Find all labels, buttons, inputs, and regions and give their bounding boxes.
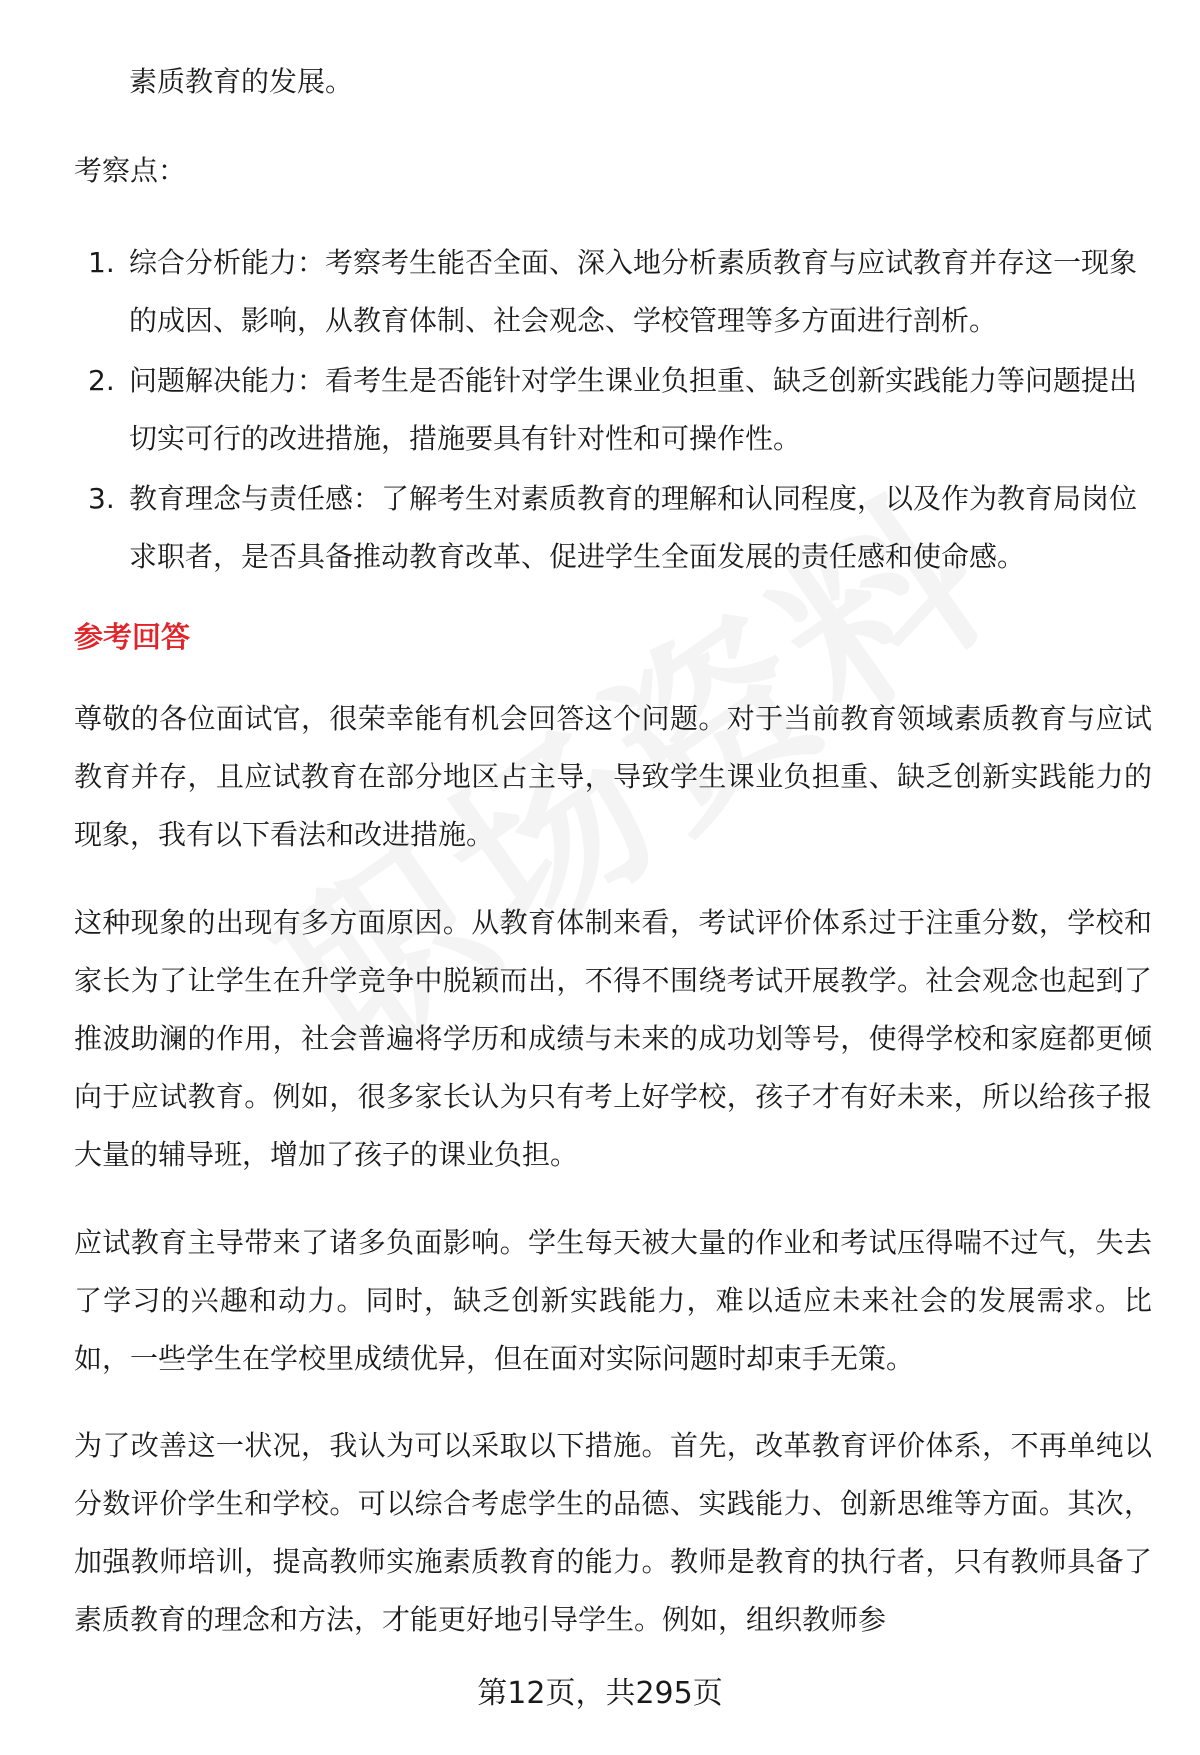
list-item [74,234,1144,350]
page-number-footer: 第12页，共295页 [477,1676,723,1711]
continuation-text: 素质教育的发展。 [129,65,354,98]
exam-points-label: 考察点： [74,154,187,187]
answer-paragraph: 为了改善这一状况，我认为可以采取以下措施。首先，改革教育评价体系，不再单纯以分数评价学生和学校。可以综合考虑学生的品德、实践能力、创新思维等方面。其次，加强教师培训，提高教师实施素质教育的能力。教师是教育的执行者，只有教师具备了素质教育的理念和方法，才能更好地引导学生。例如，组织教师参 [74,1429,1152,1636]
list-item-number: 2. [88,364,115,397]
answer-paragraph: 尊敬的各位面试官，很荣幸能有机会回答这个问题。对于当前教育领域素质教育与应试教育并存，且应试教育在部分地区占主导，导致学生课业负担重、缺乏创新实践能力的现象，我有以下看法和改进措施。 [74,702,1152,851]
answer-paragraph: 这种现象的出现有多方面原因。从教育体制来看，考试评价体系过于注重分数，学校和家长为了让学生在升学竞争中脱颖而出，不得不围绕考试开展教学。社会观念也起到了推波助澜的作用，社会普遍将学历和成绩与未来的成功划等号，使得学校和家庭都更倾向于应试教育。例如，很多家长认为只有考上好学校，孩子才有好未来，所以给孩子报大量的辅导班，增加了孩子的课业负担。 [74,906,1152,1171]
list-item [74,352,1144,468]
list-item-text: 综合分析能力：考察考生能否全面、深入地分析素质教育与应试教育并存这一现象的成因、影响，从教育体制、社会观念、学校管理等多方面进行剖析。 [129,246,1138,337]
answer-paragraph: 应试教育主导带来了诸多负面影响。学生每天被大量的作业和考试压得喘不过气，失去了学习的兴趣和动力。同时，缺乏创新实践能力，难以适应未来社会的发展需求。比如，一些学生在学校里成绩优异，但在面对实际问题时却束手无策。 [74,1226,1152,1375]
exam-points-list [74,234,1144,588]
list-item [74,470,1144,586]
list-item-text: 问题解决能力：看考生是否能针对学生课业负担重、缺乏创新实践能力等问题提出切实可行的改进措施，措施要具有针对性和可操作性。 [129,364,1138,455]
list-item-text: 教育理念与责任感：了解考生对素质教育的理解和认同程度，以及作为教育局岗位求职者，是否具备推动教育改革、促进学生全面发展的责任感和使命感。 [129,482,1138,573]
list-item-number: 3. [88,482,115,515]
answer-heading: 参考回答 [74,620,191,654]
list-item-number: 1. [88,246,115,279]
